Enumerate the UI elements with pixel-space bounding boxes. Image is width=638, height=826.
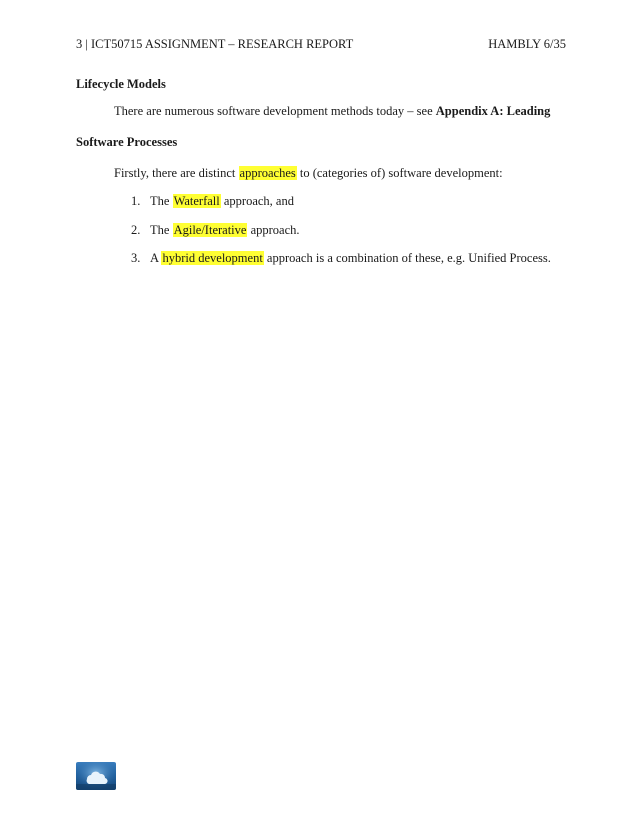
paragraph-intro-text: There are numerous software development methods today – see xyxy=(114,104,436,118)
paragraph-intro xyxy=(114,104,550,119)
appendix-reference: Appendix A: Leading xyxy=(435,104,551,118)
paragraph-approaches-post: to (categories of) software development: xyxy=(296,166,503,180)
list-number: 2. xyxy=(131,223,141,237)
list-item xyxy=(131,251,551,266)
highlighted-term: Agile/Iterative xyxy=(173,223,247,237)
section-heading: Lifecycle Models xyxy=(76,77,166,91)
header-right-text: HAMBLY 6/35 xyxy=(488,37,566,51)
highlighted-term: hybrid development xyxy=(162,251,263,265)
header-left-text: 3 | ICT50715 ASSIGNMENT – RESEARCH REPORT xyxy=(76,37,354,51)
list-item-pre: The xyxy=(150,223,173,237)
list-item xyxy=(131,223,300,238)
list-number: 1. xyxy=(131,194,141,208)
list-item-post: approach, and xyxy=(220,194,294,208)
appendix-reference-continued: Software Processes xyxy=(76,135,178,149)
list-item-post: approach is a combination of these, e.g. Unified Process. xyxy=(263,251,551,265)
list-number: 3. xyxy=(131,251,141,265)
paragraph-approaches xyxy=(114,166,503,181)
highlighted-approaches: approaches xyxy=(239,166,296,180)
cloud-icon xyxy=(76,762,116,790)
highlighted-term: Waterfall xyxy=(173,194,220,208)
list-item-pre: A xyxy=(150,251,162,265)
paragraph-approaches-pre: Firstly, there are distinct xyxy=(114,166,239,180)
list-item xyxy=(131,194,294,209)
list-item-post: approach. xyxy=(247,223,300,237)
list-item-pre: The xyxy=(150,194,173,208)
page-header xyxy=(76,37,566,55)
cloud-logo-graphic xyxy=(76,762,116,790)
